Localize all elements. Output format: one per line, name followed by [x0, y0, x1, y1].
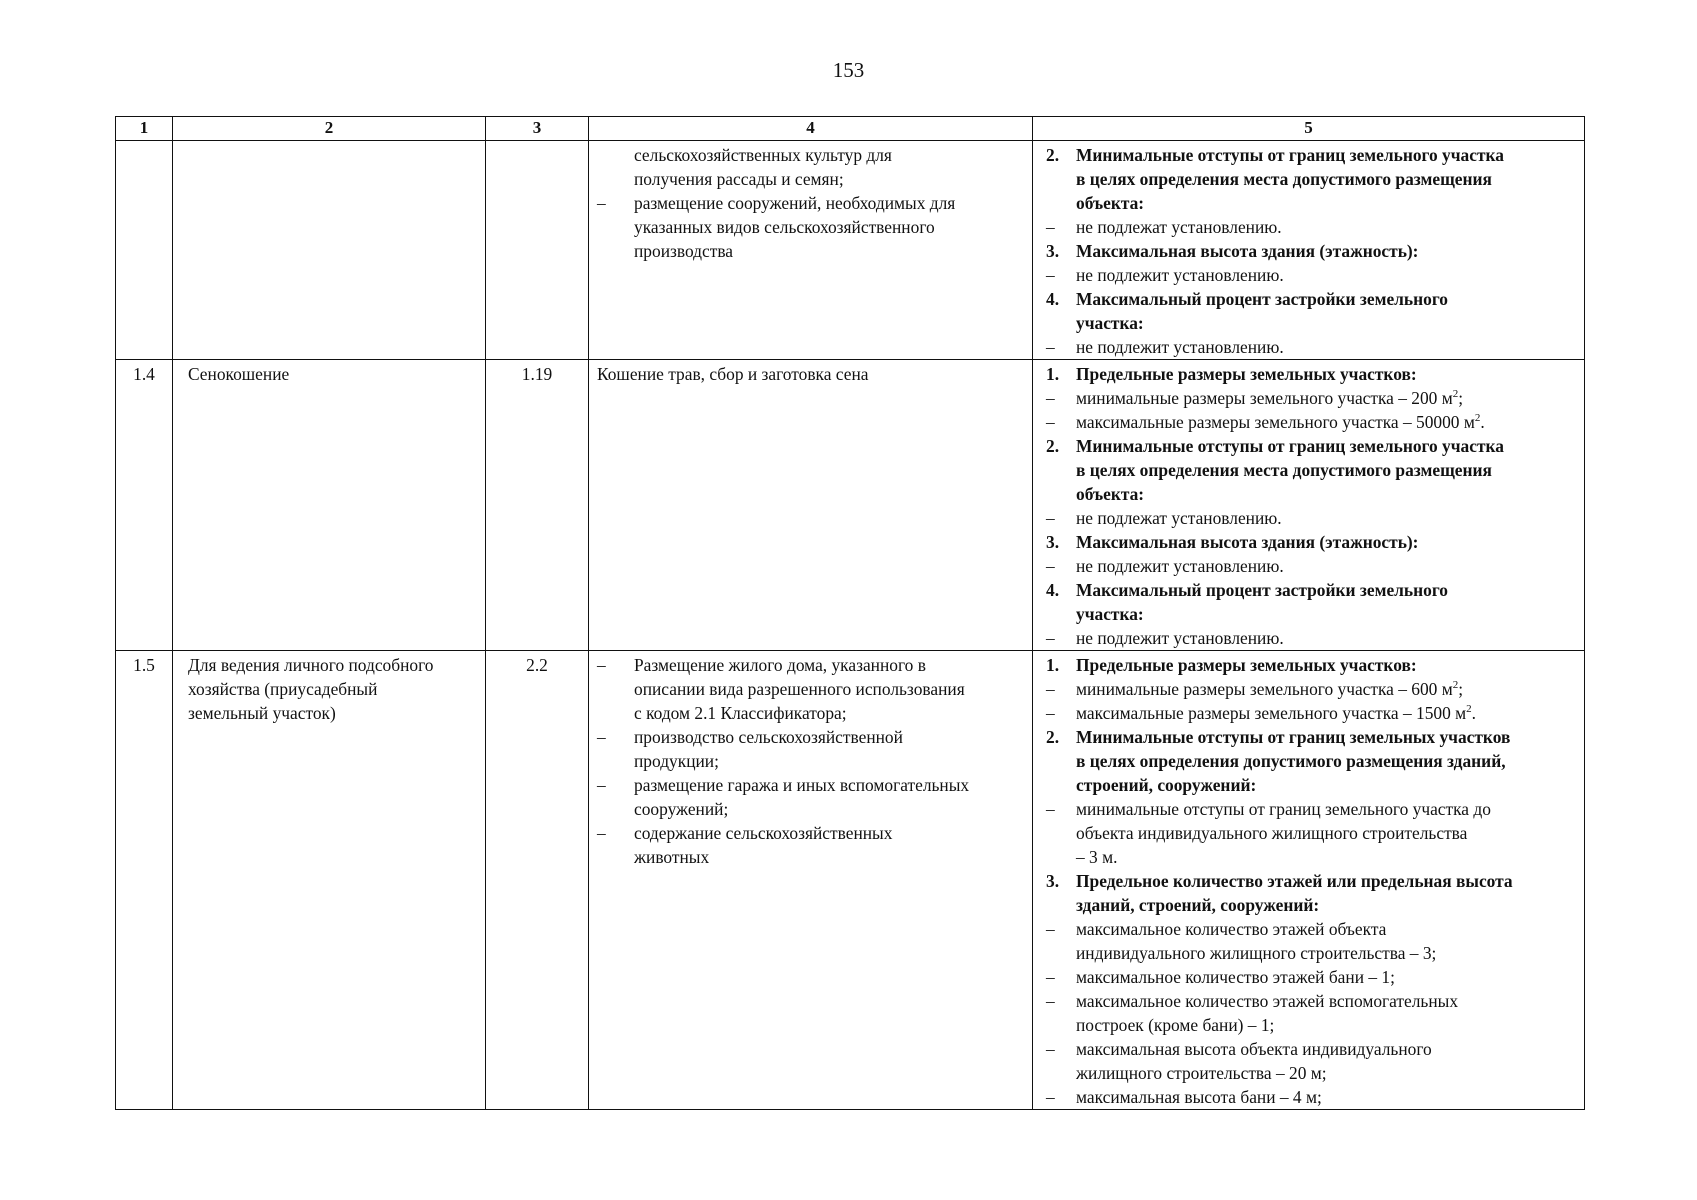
superscript: 2 [1452, 388, 1459, 401]
heading-number: 2. [1046, 145, 1060, 165]
item-line: не подлежит установлению. [1076, 265, 1284, 285]
heading-line: Минимальные отступы от границ земельного участка [1076, 436, 1504, 456]
heading-number: 4. [1046, 580, 1060, 600]
cell-name [173, 141, 486, 360]
item-line: максимальная высота объекта индивидуального [1076, 1039, 1432, 1059]
parameter-heading [1046, 143, 1584, 215]
dash-marker: – [1046, 412, 1055, 432]
heading-number: 3. [1046, 532, 1060, 552]
description-line: производство сельскохозяйственной [634, 727, 903, 747]
description-line: размещение гаража и иных вспомогательных [634, 775, 970, 795]
parameter-heading [1046, 530, 1584, 554]
parameter-item [1046, 215, 1584, 239]
description-line: с кодом 2.1 Классификатора; [634, 703, 847, 723]
description-line: сельскохозяйственных культур для [634, 145, 892, 165]
parameter-item [1046, 1085, 1584, 1109]
item-text: минимальные размеры земельного участка – 600 м [1076, 679, 1453, 699]
column-header-3: 3 [486, 117, 589, 141]
item-line [1076, 701, 1584, 725]
description-line: размещение сооружений, необходимых для [634, 193, 956, 213]
dash-marker: – [1046, 628, 1055, 648]
name-line: земельный участок) [188, 703, 336, 723]
parameter-heading [1046, 239, 1584, 263]
parameter-item [1046, 626, 1584, 650]
item-tail: ; [1458, 679, 1464, 699]
cell-name [173, 651, 486, 1110]
description-line: содержание сельскохозяйственных [634, 823, 893, 843]
heading-line: Предельные размеры земельных участков: [1076, 364, 1417, 384]
parameter-item [1046, 263, 1584, 287]
description-line: животных [634, 847, 710, 867]
superscript: 2 [1474, 412, 1481, 425]
table-header-row [116, 117, 1585, 141]
parameter-item [1046, 386, 1584, 410]
parameter-heading [1046, 869, 1584, 917]
name-line: Для ведения личного подсобного [188, 655, 434, 675]
item-line: не подлежат установлению. [1076, 508, 1282, 528]
parameter-heading [1046, 434, 1584, 506]
heading-number: 2. [1046, 436, 1060, 456]
heading-line: строений, сооружений: [1076, 775, 1257, 795]
parameter-item [1046, 989, 1584, 1037]
dash-marker: – [1046, 556, 1055, 576]
cell-number: 1.4 [116, 360, 173, 651]
item-line: не подлежит установлению. [1076, 556, 1284, 576]
item-line: не подлежит установлению. [1076, 628, 1284, 648]
cell-description [589, 651, 1033, 1110]
heading-line: объекта: [1076, 193, 1145, 213]
dash-marker: – [1046, 337, 1055, 357]
heading-number: 3. [1046, 241, 1060, 261]
table-row-senokoshenie [116, 360, 1585, 651]
parameter-item [1046, 554, 1584, 578]
cell-code: 1.19 [486, 360, 589, 651]
item-line: построек (кроме бани) – 1; [1076, 1015, 1275, 1035]
regulations-table [115, 116, 1585, 1110]
item-line: максимальное количество этажей вспомогательных [1076, 991, 1459, 1011]
item-line: максимальная высота бани – 4 м; [1076, 1087, 1322, 1107]
heading-number: 1. [1046, 655, 1060, 675]
dash-marker: – [1046, 919, 1055, 939]
parameter-item [1046, 965, 1584, 989]
item-text: максимальные размеры земельного участка – 50000 м [1076, 412, 1475, 432]
description-line: получения рассады и семян; [634, 169, 844, 189]
table-row-continuation [116, 141, 1585, 360]
item-line [1076, 410, 1584, 434]
item-line: минимальные отступы от границ земельного участка до [1076, 799, 1491, 819]
dash-marker: – [1046, 799, 1055, 819]
item-tail: . [1480, 412, 1485, 432]
item-line: максимальное количество этажей объекта [1076, 919, 1387, 939]
dash-marker: – [597, 727, 606, 747]
dash-marker: – [1046, 1087, 1055, 1107]
heading-line: Максимальный процент застройки земельного [1076, 580, 1448, 600]
heading-line: в целях определения допустимого размещения зданий, [1076, 751, 1506, 771]
heading-number: 3. [1046, 871, 1060, 891]
cell-parameters [1033, 360, 1585, 651]
dash-marker: – [597, 775, 606, 795]
heading-line: в целях определения места допустимого размещения [1076, 460, 1492, 480]
item-line: максимальное количество этажей бани – 1; [1076, 967, 1395, 987]
dash-marker: – [1046, 703, 1055, 723]
parameter-item [1046, 410, 1584, 434]
cell-parameters [1033, 651, 1585, 1110]
dash-marker: – [1046, 508, 1055, 528]
item-line [1076, 677, 1584, 701]
dash-marker: – [597, 193, 606, 213]
parameter-heading [1046, 653, 1584, 677]
heading-line: в целях определения места допустимого размещения [1076, 169, 1492, 189]
cell-code: 2.2 [486, 651, 589, 1110]
item-tail: . [1471, 703, 1476, 723]
parameter-item [1046, 677, 1584, 701]
description-line: описании вида разрешенного использования [634, 679, 965, 699]
cell-number: 1.5 [116, 651, 173, 1110]
parameter-heading [1046, 287, 1584, 335]
cell-code [486, 141, 589, 360]
page-number: 153 [832, 58, 865, 82]
dash-marker: – [1046, 1039, 1055, 1059]
heading-line: Минимальные отступы от границ земельного участка [1076, 145, 1504, 165]
description-item [597, 821, 1026, 869]
heading-number: 2. [1046, 727, 1060, 747]
parameter-heading [1046, 725, 1584, 797]
item-tail: ; [1458, 388, 1464, 408]
description-line: сооружений; [634, 799, 729, 819]
superscript: 2 [1466, 703, 1472, 716]
dash-marker: – [1046, 265, 1055, 285]
dash-marker: – [1046, 967, 1055, 987]
item-text: минимальные размеры земельного участка – 200 м [1076, 388, 1453, 408]
item-line: индивидуального жилищного строительства – 3; [1076, 943, 1437, 963]
dash-marker: – [597, 823, 606, 843]
dash-marker: – [597, 655, 606, 675]
table-row-lph [116, 651, 1585, 1110]
column-header-4: 4 [589, 117, 1033, 141]
description-item [597, 773, 1026, 821]
item-line: не подлежат установлению. [1076, 217, 1282, 237]
parameter-item [1046, 335, 1584, 359]
parameter-item [1046, 506, 1584, 530]
description-line: продукции; [634, 751, 719, 771]
item-line: не подлежит установлению. [1076, 337, 1284, 357]
heading-line: Минимальные отступы от границ земельных участков [1076, 727, 1511, 747]
cell-description [589, 141, 1033, 360]
parameter-item [1046, 797, 1584, 869]
cell-number [116, 141, 173, 360]
heading-number: 1. [1046, 364, 1060, 384]
cell-description: Кошение трав, сбор и заготовка сена [589, 360, 1033, 651]
dash-marker: – [1046, 388, 1055, 408]
heading-line: Максимальная высота здания (этажность): [1076, 532, 1419, 552]
column-header-2: 2 [173, 117, 486, 141]
parameter-item [1046, 701, 1584, 725]
heading-line: участка: [1076, 313, 1144, 333]
heading-number: 4. [1046, 289, 1060, 309]
dash-marker: – [1046, 217, 1055, 237]
parameter-item [1046, 1037, 1584, 1085]
cell-parameters [1033, 141, 1585, 360]
dash-marker: – [1046, 991, 1055, 1011]
name-line: хозяйства (приусадебный [188, 679, 378, 699]
column-header-5: 5 [1033, 117, 1585, 141]
heading-line: Максимальный процент застройки земельного [1076, 289, 1448, 309]
description-line: производства [634, 241, 734, 261]
parameter-heading [1046, 578, 1584, 626]
parameter-item [1046, 917, 1584, 965]
dash-marker: – [1046, 679, 1055, 699]
item-line: – 3 м. [1076, 847, 1118, 867]
description-item [597, 653, 1026, 725]
parameter-heading [1046, 362, 1584, 386]
cell-name: Сенокошение [173, 360, 486, 651]
heading-line: Предельное количество этажей или предельная высота [1076, 871, 1513, 891]
heading-line: объекта: [1076, 484, 1145, 504]
column-header-1: 1 [116, 117, 173, 141]
item-line: объекта индивидуального жилищного строительства [1076, 823, 1468, 843]
heading-line: Максимальная высота здания (этажность): [1076, 241, 1419, 261]
description-item [597, 143, 1026, 191]
heading-line: зданий, строений, сооружений: [1076, 895, 1320, 915]
description-item [597, 191, 1026, 263]
superscript: 2 [1452, 679, 1459, 692]
item-text: максимальные размеры земельного участка – 1500 м [1076, 703, 1467, 723]
description-line: Размещение жилого дома, указанного в [634, 655, 926, 675]
heading-line: участка: [1076, 604, 1144, 624]
description-line: указанных видов сельскохозяйственного [634, 217, 935, 237]
item-line [1076, 386, 1584, 410]
heading-line: Предельные размеры земельных участков: [1076, 655, 1417, 675]
description-item [597, 725, 1026, 773]
item-line: жилищного строительства – 20 м; [1076, 1063, 1327, 1083]
